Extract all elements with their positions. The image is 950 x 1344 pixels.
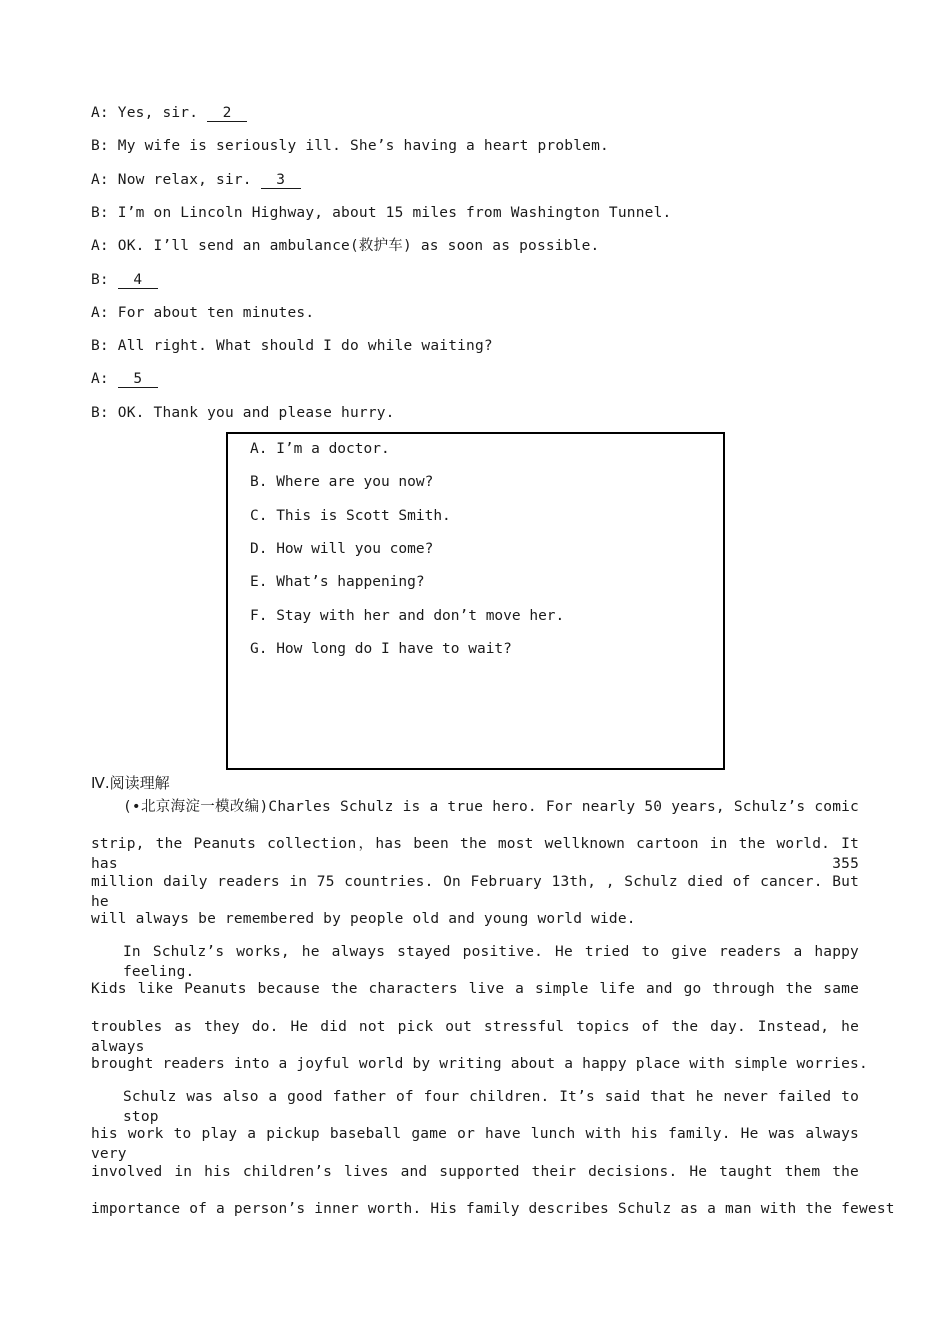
passage-line: Kids like Peanuts because the characters live a simple life and go through the same [91, 981, 859, 998]
passage-line: (•北京海淀一模改编)Charles Schulz is a true hero. For nearly 50 years, Schulz’s comic [123, 799, 859, 815]
answer-blank: 2 [207, 105, 247, 122]
dialogue-text: A: For about ten minutes. [91, 304, 315, 321]
answer-blank: 4 [118, 272, 158, 289]
dialogue-text: A: [91, 371, 118, 388]
dialogue-line [91, 236, 599, 256]
dialogue-line [91, 403, 395, 423]
passage-line: importance of a person’s inner worth. His family describes Schulz as a man with the fewest [91, 1201, 895, 1218]
dialogue-text: B: [91, 271, 118, 288]
dialogue-line [91, 270, 158, 290]
option-item: E. What’s happening? [250, 574, 425, 591]
dialogue-text: B: All right. What should I do while waiting? [91, 338, 493, 355]
option-item: D. How will you come? [250, 540, 434, 557]
option-item: B. Where are you now? [250, 474, 434, 491]
options-box [226, 432, 725, 770]
option-item: C. This is Scott Smith. [250, 507, 451, 524]
passage-line: Schulz was also a good father of four children. It’s said that he never failed to stop [123, 1089, 859, 1125]
answer-blank: 3 [261, 172, 301, 189]
dialogue-text: A: OK. I’ll send an ambulance(救护车) as soon as possible. [91, 238, 600, 255]
passage-line: will always be remembered by people old and young world wide. [91, 911, 636, 928]
dialogue-text: B: I’m on Lincoln Highway, about 15 miles from Washington Tunnel. [91, 204, 672, 221]
dialogue-line [91, 203, 671, 223]
dialogue-text: A: Now relax, sir. [91, 171, 261, 188]
passage-line: million daily readers in 75 countries. On February 13th, , Schulz died of cancer. But he [91, 873, 859, 910]
passage-line: his work to play a pickup baseball game or have lunch with his family. He was always very [91, 1126, 859, 1163]
section-title: Ⅳ.阅读理解 [91, 774, 170, 792]
dialogue-line [91, 170, 301, 190]
dialogue-line [91, 336, 493, 356]
dialogue-text: B: My wife is seriously ill. She’s having a heart problem. [91, 138, 609, 155]
dialogue-line [91, 303, 314, 323]
passage-line: strip, the Peanuts collection，has been the most wellknown cartoon in the world. It has 355 [91, 836, 859, 873]
dialogue-text: A: Yes, sir. [91, 105, 208, 121]
dialogue-line [91, 136, 609, 156]
option-item: A. I’m a doctor. [250, 441, 390, 457]
option-item: G. How long do I have to wait? [250, 640, 512, 657]
passage-line: involved in his children’s lives and supported their decisions. He taught them the [91, 1163, 859, 1180]
passage-line: In Schulz’s works, he always stayed positive. He tried to give readers a happy feeling. [123, 944, 859, 980]
dialogue-line [91, 103, 247, 123]
option-item: F. Stay with her and don’t move her. [250, 607, 565, 624]
dialogue-line [91, 369, 158, 389]
answer-blank: 5 [118, 371, 158, 388]
passage-line: troubles as they do. He did not pick out stressful topics of the day. Instead, he always [91, 1018, 859, 1055]
passage-line: brought readers into a joyful world by writing about a happy place with simple worries. [91, 1056, 868, 1073]
dialogue-text: B: OK. Thank you and please hurry. [91, 404, 395, 421]
